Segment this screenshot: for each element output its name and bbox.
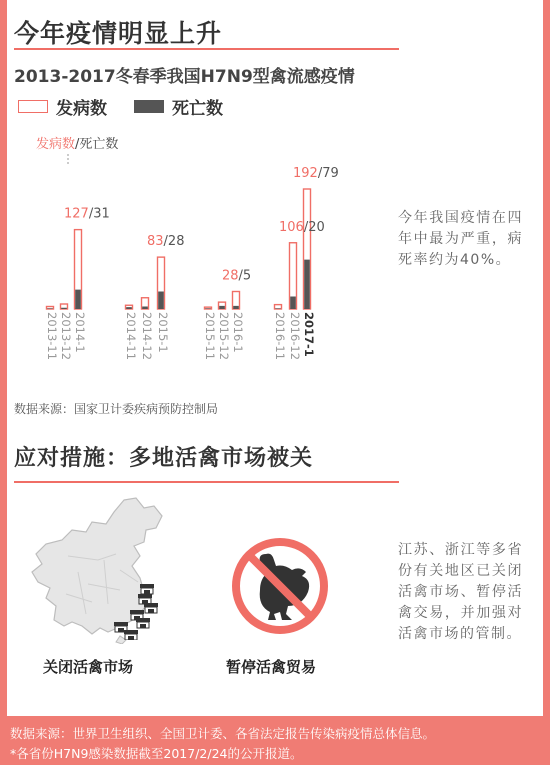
- bar-chart: [0, 110, 380, 390]
- bar-deaths-2013-11: [47, 308, 53, 309]
- legend-cases-label: 发病数: [56, 99, 107, 119]
- bar-deaths-2016-11: [275, 308, 281, 309]
- tick-label-2013-12: 2013-12: [59, 312, 73, 361]
- tick-label-2017-1: 2017-1: [302, 312, 316, 357]
- value-label-2016-12: 106/20: [279, 219, 325, 235]
- tick-label-2013-11: 2013-11: [45, 312, 59, 361]
- bar-deaths-2014-11: [126, 307, 132, 309]
- bar-deaths-2015-1: [158, 292, 164, 310]
- market-icon: [138, 594, 152, 604]
- market-icon: [140, 584, 154, 594]
- bar-deaths-2013-12: [61, 308, 67, 309]
- market-icon: [144, 603, 158, 613]
- chart-subtitle: 2013-2017冬春季我国H7N9型禽流感疫情: [14, 67, 355, 87]
- bar-deaths-2016-12: [290, 297, 296, 310]
- legend-deaths-label: 死亡数: [172, 99, 223, 119]
- caption-halt-trade: 暂停活禽贸易: [226, 658, 317, 676]
- market-icons: [100, 580, 170, 640]
- section-divider: [14, 481, 399, 483]
- tick-label-2015-1: 2015-1: [156, 312, 170, 353]
- value-label-2015-1: 83/28: [147, 234, 185, 250]
- bar-cases-2016-11: [275, 305, 282, 309]
- value-label-2014-1: 127/31: [64, 206, 110, 222]
- tick-label-2016-11: 2016-11: [273, 312, 287, 361]
- tick-label-2015-11: 2015-11: [203, 312, 217, 361]
- bar-deaths-2014-12: [142, 307, 148, 310]
- footer-source: 数据来源：世界卫生组织、全国卫计委、各省法定报告传染病疫情总体信息。: [10, 726, 436, 741]
- tick-label-2015-12: 2015-12: [217, 312, 231, 361]
- market-icon: [136, 618, 150, 628]
- chart-source: 数据来源：国家卫计委疾病预防控制局: [14, 402, 219, 416]
- title-divider: [14, 48, 399, 50]
- measures-note: 江苏、浙江等多省份有关地区已关闭活禽市场、暂停活禽交易，并加强对活禽市场的管制。: [398, 542, 523, 642]
- tick-label-2014-1: 2014-1: [73, 312, 87, 353]
- bar-deaths-2016-1: [233, 306, 239, 309]
- value-label-2017-1: 192/79: [293, 166, 339, 181]
- bar-deaths-2015-12: [219, 306, 225, 309]
- section-title: 应对措施：多地活禽市场被关: [14, 446, 314, 471]
- tick-label-2016-12: 2016-12: [288, 312, 302, 361]
- chart-label-header: 发病数/死亡数: [36, 137, 119, 152]
- bar-deaths-2017-1: [304, 260, 310, 309]
- market-icon: [124, 630, 138, 640]
- bar-deaths-2014-1: [75, 290, 81, 309]
- bar-deaths-2015-11: [205, 308, 211, 309]
- caption-close-markets: 关闭活禽市场: [43, 658, 134, 676]
- tick-label-2016-1: 2016-1: [231, 312, 245, 353]
- tick-label-2014-12: 2014-12: [140, 312, 154, 361]
- value-label-2016-1: 28/5: [222, 268, 252, 284]
- footer-footnote: *各省份H7N9感染数据截至2017/2/24的公开报道。: [10, 746, 303, 761]
- tick-label-2014-11: 2014-11: [124, 312, 138, 361]
- chart-note: 今年我国疫情在四年中最为严重，病死率约为40%。: [398, 210, 523, 268]
- page-title: 今年疫情明显上升: [14, 19, 223, 48]
- no-poultry-sign-icon: [230, 536, 330, 636]
